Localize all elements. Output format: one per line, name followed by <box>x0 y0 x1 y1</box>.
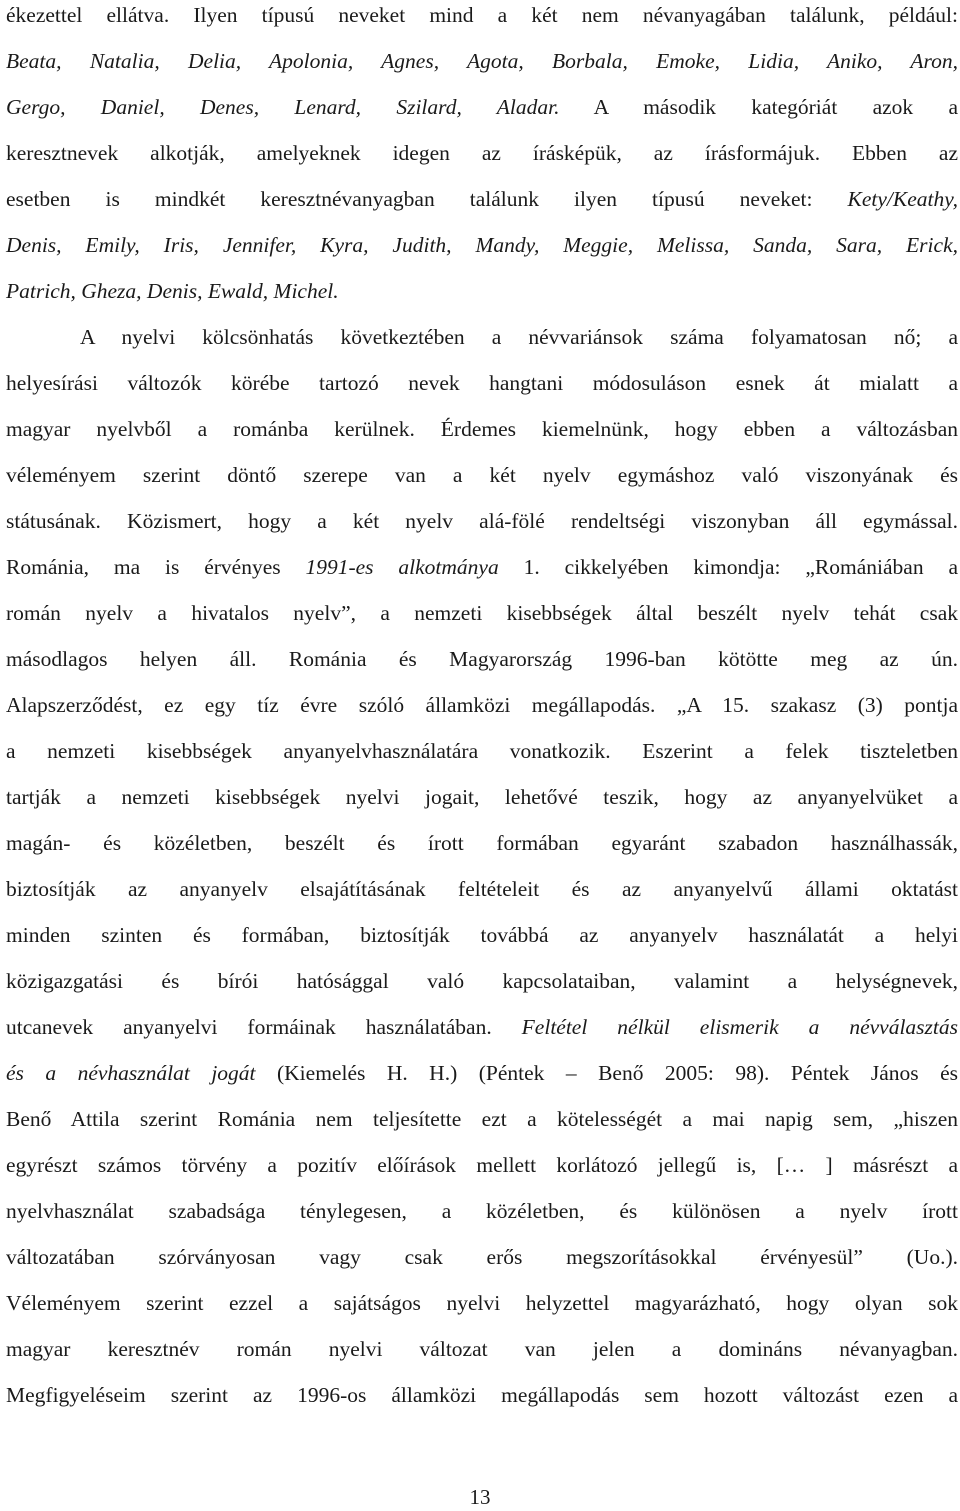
text-line: Benő Attila szerint Románia nem teljesítette ezt a kötelességét a mai napig sem, „hiszen <box>6 1107 958 1131</box>
text-line: változatában szórványosan vagy csak erős megszorításokkal érvényesül” (Uo.). <box>6 1245 958 1269</box>
text-line: és a névhasználat jogát (Kiemelés H. H.) (Péntek – Benő 2005: 98). Péntek János és <box>6 1061 958 1085</box>
text-line: biztosítják az anyanyelv elsajátításának feltételeit és az anyanyelvű állami oktatást <box>6 877 958 901</box>
text-line: Gergo, Daniel, Denes, Lenard, Szilard, Aladar. A második kategóriát azok a <box>6 95 958 119</box>
text-line: keresztnevek alkotják, amelyeknek idegen az írásképük, az írásformájuk. Ebben az <box>6 141 958 165</box>
text-line: esetben is mindkét keresztnévanyagban találunk ilyen típusú neveket: Kety/Keathy, <box>6 187 958 211</box>
text-line: közigazgatási és bírói hatósággal való kapcsolataiban, valamint a helységnevek, <box>6 969 958 993</box>
text-line: Beata, Natalia, Delia, Apolonia, Agnes, Agota, Borbala, Emoke, Lidia, Aniko, Aron, <box>6 49 958 73</box>
text-line: magyar keresztnév román nyelvi változat van jelen a domináns névanyagban. <box>6 1337 958 1361</box>
text-line: helyesírási változók körébe tartozó nevek hangtani módosuláson esnek át mialatt a <box>6 371 958 395</box>
text-line: magyar nyelvből a románba kerülnek. Érdemes kiemelnünk, hogy ebben a változásban <box>6 417 958 441</box>
text-line: Megfigyeléseim szerint az 1996-os államközi megállapodás sem hozott változást ezen a <box>6 1383 958 1407</box>
text-line: státusának. Közismert, hogy a két nyelv alá-fölé rendeltségi viszonyban áll egymással. <box>6 509 958 533</box>
text-line: minden szinten és formában, biztosítják továbbá az anyanyelv használatát a helyi <box>6 923 958 947</box>
text-line: Románia, ma is érvényes 1991-es alkotmánya 1. cikkelyében kimondja: „Romániában a <box>6 555 958 579</box>
text-line: Patrich, Gheza, Denis, Ewald, Michel. <box>6 279 339 303</box>
text-line: magán- és közéletben, beszélt és írott formában egyaránt szabadon használhassák, <box>6 831 958 855</box>
text-line: tartják a nemzeti kisebbségek nyelvi jogait, lehetővé teszik, hogy az anyanyelvüket a <box>6 785 958 809</box>
text-line: másodlagos helyen áll. Románia és Magyarország 1996-ban kötötte meg az ún. <box>6 647 958 671</box>
text-line: a nemzeti kisebbségek anyanyelvhasználatára vonatkozik. Eszerint a felek tiszteletben <box>6 739 958 763</box>
text-line: román nyelv a hivatalos nyelv”, a nemzeti kisebbségek által beszélt nyelv tehát csak <box>6 601 958 625</box>
text-line: véleményem szerint döntő szerepe van a két nyelv egymáshoz való viszonyának és <box>6 463 958 487</box>
paragraph-first-line: A nyelvi kölcsönhatás következtében a névvariánsok száma folyamatosan nő; a <box>80 325 958 349</box>
text-line: Alapszerződést, ez egy tíz évre szóló államközi megállapodás. „A 15. szakasz (3) pontja <box>6 693 958 717</box>
text-line: Véleményem szerint ezzel a sajátságos nyelvi helyzettel magyarázható, hogy olyan sok <box>6 1291 958 1315</box>
text-line: egyrészt számos törvény a pozitív előírások mellett korlátozó jellegű is, [… ] másrészt a <box>6 1153 958 1177</box>
text-line: ékezettel ellátva. Ilyen típusú neveket mind a két nem névanyagában találunk, például: <box>6 3 958 27</box>
text-line: nyelvhasználat szabadsága ténylegesen, a közéletben, és különösen a nyelv írott <box>6 1199 958 1223</box>
page-number: 13 <box>469 1485 491 1509</box>
text-line: utcanevek anyanyelvi formáinak használatában. Feltétel nélkül elismerik a névválasztás <box>6 1015 958 1039</box>
text-line: Denis, Emily, Iris, Jennifer, Kyra, Judith, Mandy, Meggie, Melissa, Sanda, Sara, Erick, <box>6 233 958 257</box>
